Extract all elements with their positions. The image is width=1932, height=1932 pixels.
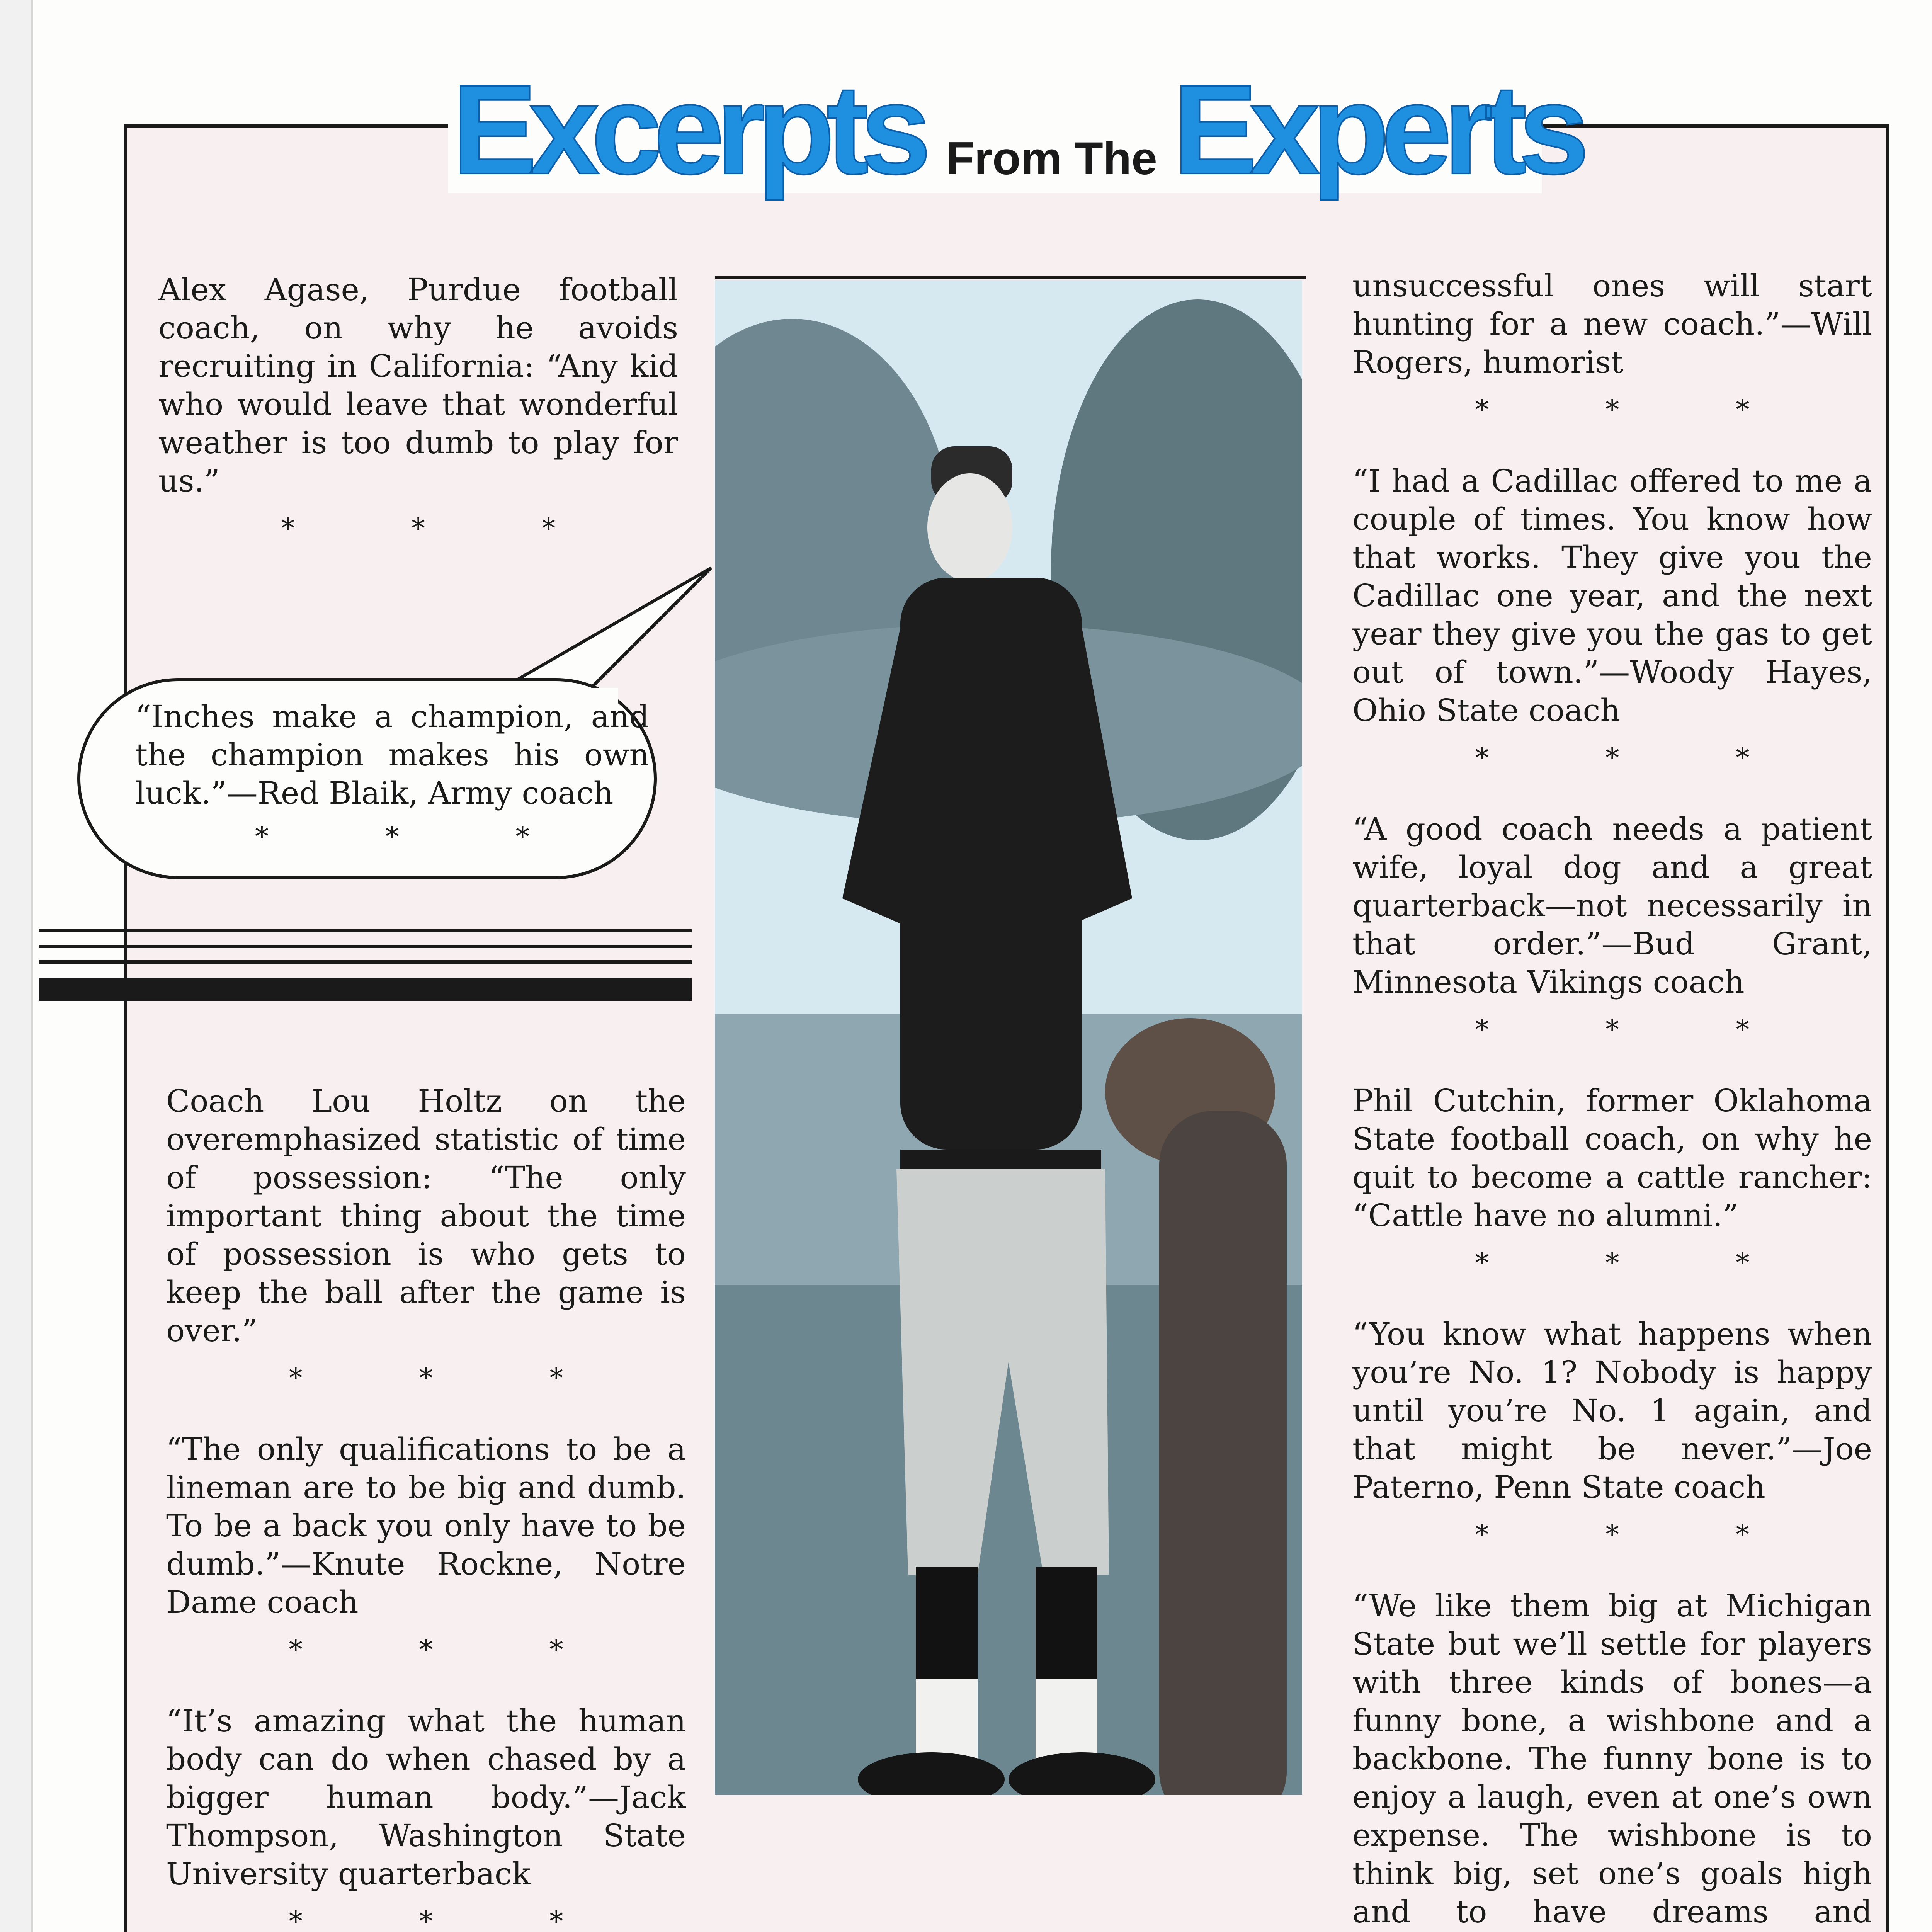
quote-hayes: “I had a Cadillac offered to me a couple of times. You know how that works. They give you the Cadillac one year, and the next year they give you the gas to get out of town.”—Woody Hayes, Ohio State coach	[1352, 463, 1872, 728]
separator-stars: * * *	[289, 1634, 617, 1665]
page-title	[452, 58, 1581, 201]
separator-stars: * * *	[1475, 1014, 1804, 1045]
quote-grant: “A good coach needs a patient wife, loyal dog and a great quarterback—not necessarily in that order.”—Bud Grant, Minnesota Vikings coach	[1352, 811, 1872, 1000]
separator-stars: * * *	[289, 1362, 617, 1394]
separator-stars: * * *	[1475, 394, 1804, 425]
quote-rogers-end: unsuccessful ones will start hunting for a new coach.”—Will Rogers, humorist	[1352, 268, 1872, 380]
quote-daugherty-2: “We like them big at Michigan State but we’ll settle for players with three kinds of bones—a funny bone, a wishbone and a backbone. The funny bone is to enjoy a laugh, even at one’s own expense. The wishbone is to think big, set one’s goals high and to have dreams and	[1352, 1588, 1872, 1930]
page-spine	[0, 0, 33, 1932]
callout-blaik	[135, 697, 649, 854]
quote-rockne: “The only qualifications to be a lineman are to be big and dumb. To be a back you only have to be dumb.”—Knute Rockne, Notre Dame coach	[166, 1431, 686, 1620]
separator-stars: * * *	[1475, 1247, 1804, 1279]
coach-photo	[715, 280, 1302, 1795]
title-excerpts: Excerpts	[452, 58, 923, 201]
stripe-rule-2	[39, 945, 692, 948]
separator-stars: * * *	[281, 512, 610, 544]
left-column-bottom	[166, 1082, 686, 1932]
quote-agase: Alex Agase, Purdue football coach, on why he avoids recruiting in California: “Any kid who would leave that wonderful weather is too dumb to play for us.”	[158, 272, 678, 499]
right-column	[1352, 267, 1872, 1932]
quote-holtz: Coach Lou Holtz on the overemphasized statistic of time of possession: “The only important thing about the time of possession is who gets to keep the ball after the game is over.”	[166, 1083, 686, 1349]
title-experts: Experts	[1172, 58, 1581, 201]
separator-stars: * * *	[1475, 1519, 1804, 1550]
separator-stars: * * *	[289, 1905, 617, 1932]
quote-thompson: “It’s amazing what the human body can do when chased by a bigger human body.”—Jack Thompson, Washington State University quarterback	[166, 1703, 686, 1892]
quote-paterno: “You know what happens when you’re No. 1? Nobody is happy until you’re No. 1 again, and that might be never.”—Joe Paterno, Penn State coach	[1352, 1316, 1872, 1505]
separator-stars: * * *	[255, 821, 583, 852]
photo-top-rule	[715, 276, 1306, 279]
stripe-bar	[39, 978, 692, 1001]
left-column-top	[158, 270, 678, 580]
stripe-rule-3	[39, 960, 692, 964]
quote-blaik: “Inches make a champion, and the champion makes his own luck.”—Red Blaik, Army coach	[135, 699, 649, 811]
title-from-the: From The	[946, 133, 1157, 184]
quote-cutchin: Phil Cutchin, former Oklahoma State football coach, on why he quit to become a cattle rancher: “Cattle have no alumni.”	[1352, 1083, 1872, 1233]
coach-photo-image	[715, 280, 1302, 1795]
stripe-rule-1	[39, 929, 692, 932]
separator-stars: * * *	[1475, 742, 1804, 774]
